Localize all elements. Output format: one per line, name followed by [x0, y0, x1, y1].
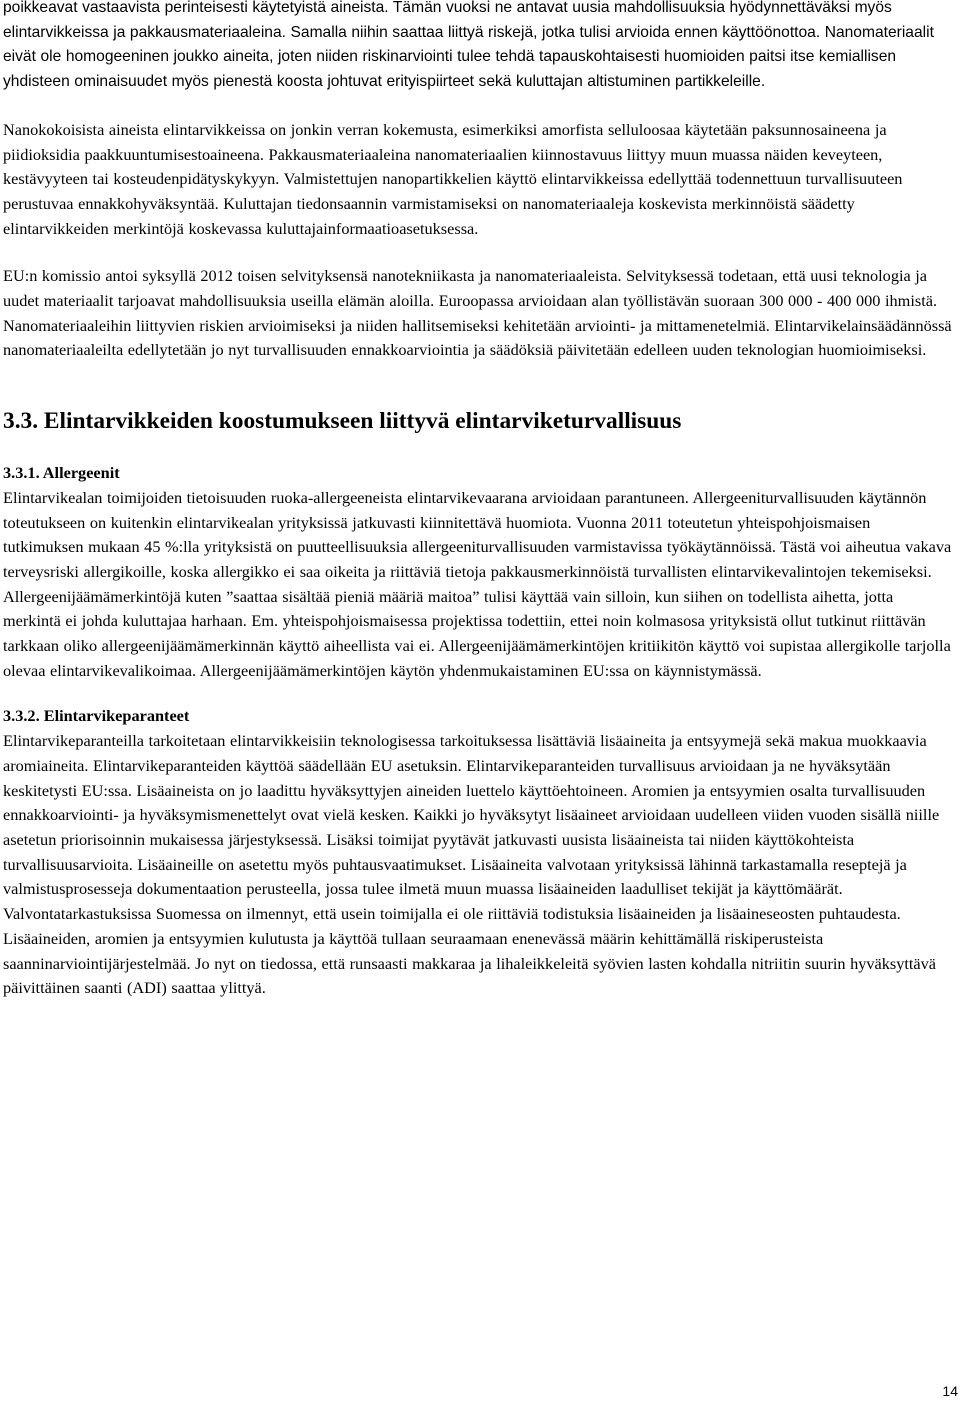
eu-commission-paragraph: EU:n komissio antoi syksyllä 2012 toisen selvityksensä nanotekniikasta ja nanomateriaaleista. Selvityksessä todetaan, että uusi teknologia ja uudet materiaalit tarjoavat mahdollisuuksia useilla elämän aloilla. Euroopassa arvioidaan alan työllistävän suoraan 300 000 - 400 000 ihmistä. Nanomateriaaleihin liittyvien riskien arvioimiseksi ja niiden hallitsemiseksi kehitetään arviointi- ja mittamenetelmiä. Elintarvikelainsäädännössä nanomateriaaleilta edellytetään jo nyt turvallisuuden ennakkoarviointia ja säädöksiä päivitetään edelleen uuden teknologian huomioimiseksi.	[3, 266, 952, 360]
section-heading: 3.3. Elintarvikkeiden koostumukseen liittyvä elintarviketurvallisuus	[3, 408, 682, 435]
page-number: 14	[942, 1383, 958, 1399]
additives-heading: 3.3.2. Elintarvikeparanteet	[3, 706, 190, 726]
additives-paragraph: Elintarvikeparanteilla tarkoitetaan elintarvikkeisiin teknologisessa tarkoituksessa lisättäviä lisäaineita ja entsyymejä sekä makua muokkaavia aromiaineita. Elintarvikeparanteiden käyttöä säädellään EU asetuksin. Elintarvikeparanteiden turvallisuus arvioidaan ja ne hyväksytään keskitetysti EU:ssa. Lisäaineista on jo laadittu hyväksyttyjen aineiden luettelo käyttöehtoineen. Aromien ja entsyymien osalta turvallisuuden ennakkoarviointi- ja hyväksymismenettelyt ovat vielä kesken. Kaikki jo hyväksytyt lisäaineet arvioidaan uudelleen viiden vuoden sisällä niille asetetun priorisoinnin mukaisessa järjestyksessä. Lisäksi toimijat pyytävät jatkuvasti uusista lisäaineista tai niiden käyttökohteista turvallisuusarvioita. Lisäaineille on asetettu myös puhtausvaatimukset. Lisäaineita valvotaan yrityksissä lähinnä tarkastamalla reseptejä ja valmistusprosesseja dokumentaation perusteella, jossa tulee ilmetä muun muassa lisäaineiden laadulliset tekijät ja käyttömäärät. Valvontatarkastuksissa Suomessa on ilmennyt, että usein toimijalla ei ole riittäviä todistuksia lisäaineiden ja lisäaineseosten puhtaudesta. Lisäaineiden, aromien ja entsyymien kulutusta ja käyttöä tullaan seuraamaan enenevässä määrin kehittämällä riskiperusteista saanninarviointijärjestelmää. Jo nyt on tiedossa, että runsaasti makkaraa ja lihaleikkeleitä syövien lasten kohdalla nitriitin suurin hyväksyttävä päivittäinen saanti (ADI) saattaa ylittyä.	[3, 731, 940, 998]
document-page	[3, 0, 955, 1001]
intro-paragraph: poikkeavat vastaavista perinteisesti käytetyistä aineista. Tämän vuoksi ne antavat uusia mahdollisuuksia hyödynnettäväksi myös elintarvikkeissa ja pakkausmateriaaleina. Samalla niihin saattaa liittyä riskejä, jotka tulisi arvioida ennen käyttöönottoa. Nanomateriaalit eivät ole homogeeninen joukko aineita, joten niiden riskinarviointi tulee tehdä tapauskohtaisesti huomioiden paitsi itse kemiallisen yhdisteen ominaisuudet myös pienestä koosta johtuvat erityispiirteet sekä kuluttajan altistuminen partikkeleille.	[3, 0, 934, 91]
allergens-paragraph: Elintarvikealan toimijoiden tietoisuuden ruoka-allergeeneista elintarvikevaarana arvioidaan parantuneen. Allergeeniturvallisuuden käytännön toteutukseen on kuitenkin elintarvikealan yrityksissä jatkuvasti kiinnitettävä huomiota. Vuonna 2011 toteutetun yhteispohjoismaisen tutkimuksen mukaan 45 %:lla yrityksistä on puutteellisuuksia allergeeniturvallisuuden varmistavissa työkäytännöissä. Tästä voi aiheutua vakava terveysriski allergikoille, koska allergikko ei saa oikeita ja riittäviä tietoja pakkausmerkinnöistä turvallisten elintarvikevalintojen tekemiseksi. Allergeenijäämämerkintöjä kuten ”saattaa sisältää pieniä määriä maitoa” tulisi käyttää vain silloin, kun siihen on todellista aihetta, jotta merkintä ei johda kuluttajaa harhaan. Em. yhteispohjoismaisessa projektissa todettiin, ettei noin kolmasosa yrityksistä ollut tutkinut riittävän tarkkaan oliko allergeenijäämämerkinnän käyttö aiheellista vai ei. Allergeenijäämämerkintöjen kritiikitön käyttö voi supistaa allergikolle tarjolla olevaa elintarvikevalikoimaa. Allergeenijäämämerkintöjen käytön yhdenmukaistaminen EU:ssa on käynnistymässä.	[3, 487, 952, 680]
nano-food-paragraph: Nanokokoisista aineista elintarvikkeissa on jonkin verran kokemusta, esimerkiksi amorfista selluloosaa käytetään paksunnosaineena ja piidioksidia paakkuuntumisestoaineena. Pakkausmateriaaleina nanomateriaalien kiinnostavuus liittyy muun muassa näiden keveyteen, kestävyyteen tai kosteudenpidätyskykyyn. Valmistettujen nanopartikkelien käyttö elintarvikkeissa edellyttää todennettuun turvallisuuteen perustuvaa ennakkohyväksyntää. Kuluttajan tiedonsaannin varmistamiseksi on nanomateriaaleja koskevista merkinnöistä säädetty elintarvikkeiden merkintöjä koskevassa kuluttajainformaatioasetuksessa.	[3, 119, 903, 238]
allergens-heading: 3.3.1. Allergeenit	[3, 463, 120, 483]
